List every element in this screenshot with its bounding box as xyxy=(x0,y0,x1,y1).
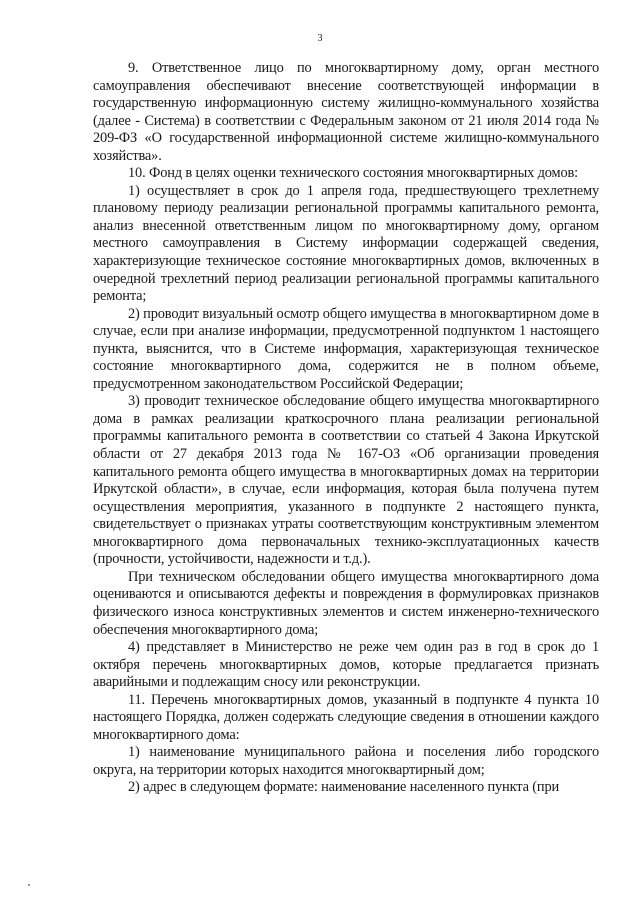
paragraph-subitem-10-1: 1) осуществляет в срок до 1 апреля года, предшествующего трехлетнему плановому периоду реализации региональной программы капитального ремонта, анализ внесенной ответственным лицом по многоквартирному дому, органом местного самоуправления в Систему информации содержащей сведения, характеризующие техническое состояние многоквартирных домов, включенных в очередной трехлетний период реализации региональной программы капитального ремонта; xyxy=(93,182,599,305)
paragraph-subitem-10-2: 2) проводит визуальный осмотр общего имущества в многоквартирном доме в случае, если при анализе информации, предусмотренной подпунктом 1 настоящего пункта, выяснится, что в Системе информация, характеризующая техническое состояние многоквартирного дома, содержится не в полном объеме, предусмотренном законодательством Российской Федерации; xyxy=(93,305,599,392)
scan-dot-mark xyxy=(28,884,30,886)
paragraph-item-9: 9. Ответственное лицо по многоквартирному дому, орган местного самоуправления обеспечивают внесение соответствующей информации в государственную информационную систему жилищно-коммунального хозяйства (далее - Система) в соответствии с Федеральным законом от 21 июля 2014 года № 209-ФЗ «О государственной информационной системе жилищно-коммунального хозяйства». xyxy=(93,60,599,164)
paragraph-inspection-note: При техническом обследовании общего имущества многоквартирного дома оцениваются и описываются дефекты и повреждения в формулировках признаков физического износа конструктивных элементов и систем инженерно-технического обеспечения многоквартирного дома; xyxy=(93,568,599,638)
paragraph-item-10: 10. Фонд в целях оценки технического состояния многоквартирных домов: xyxy=(128,165,579,182)
paragraph-subitem-10-3: 3) проводит техническое обследование общего имущества многоквартирного дома в рамках реализации краткосрочного плана реализации региональной программы капитального ремонта в соответствии со статьей 4 Закона Иркутской области от 27 декабря 2013 года № 167-ОЗ «Об организации проведения капитального ремонта общего имущества в многоквартирных домах на территории Иркутской области», в случае, если информация, которая была получена путем осуществления мероприятия, указанного в подпункте 2 настоящего пункта, свидетельствует о признаках утраты соответствующим конструктивным элементом многоквартирного дома первоначальных технико-эксплуатационных качеств (прочности, устойчивости, надежности и т.д.). xyxy=(93,393,599,568)
paragraph-subitem-10-4: 4) представляет в Министерство не реже чем один раз в год в срок до 1 октября перечень многоквартирных домов, которые предлагается признать аварийными и подлежащим сносу или реконструкции. xyxy=(93,639,599,691)
document-body xyxy=(93,60,599,797)
paragraph-subitem-11-2: 2) адрес в следующем формате: наименование населенного пункта (при xyxy=(128,779,560,796)
paragraph-subitem-11-1: 1) наименование муниципального района и поселения либо городского округа, на территории которых находится многоквартирный дом; xyxy=(93,744,599,778)
paragraph-item-11: 11. Перечень многоквартирных домов, указанный в подпункте 4 пункта 10 настоящего Порядка, должен содержать следующие сведения в отношении каждого многоквартирного дома: xyxy=(93,691,599,743)
page-number: 3 xyxy=(317,33,323,44)
